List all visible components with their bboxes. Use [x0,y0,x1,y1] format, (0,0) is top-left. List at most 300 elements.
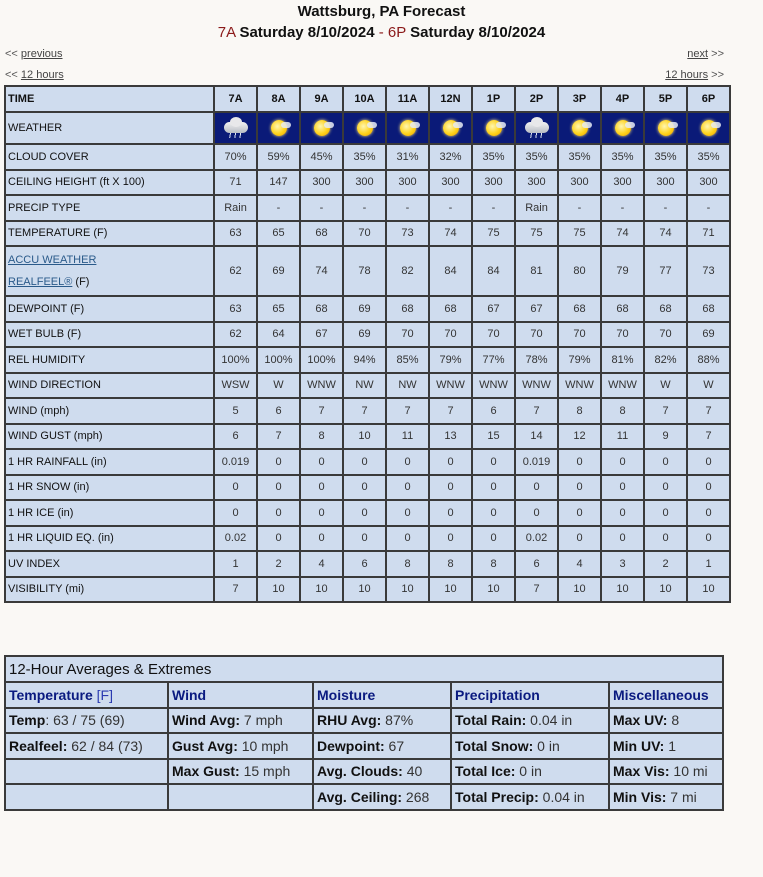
value-cell: 0.02 [515,526,558,552]
value-cell: 7 [343,398,386,424]
value-cell: 81% [601,347,644,373]
ceiling-label: Avg. Ceiling: [317,788,403,805]
weather-cell [257,112,300,144]
previous-link[interactable]: previous [20,48,63,60]
value-cell: 77% [472,347,515,373]
value-cell: 0 [601,475,644,501]
value-cell: 100% [300,347,343,373]
value-cell: 74 [601,221,644,247]
total-snow [451,733,609,759]
temp-value: : 63 / 75 (69) [45,712,125,729]
max-uv-value: 8 [667,712,680,729]
gust-avg [168,733,313,759]
row-temperature [5,221,730,247]
weather-cell [687,112,730,144]
hour-header: 7A [214,86,257,112]
value-cell: 0 [558,526,601,552]
value-cell: 10 [558,577,601,603]
value-cell: 10 [257,577,300,603]
value-cell: 70 [386,322,429,348]
value-cell: 0 [687,526,730,552]
row-label: WIND DIRECTION [5,373,214,399]
value-cell: - [300,195,343,221]
value-cell: 1 [687,551,730,577]
value-cell: NW [386,373,429,399]
value-cell: WNW [601,373,644,399]
row-label: WIND (mph) [5,398,214,424]
summary-heading: 12-Hour Averages & Extremes [5,656,723,682]
value-cell: 0 [515,500,558,526]
mostly-sunny-icon [565,116,595,140]
value-cell: 0 [601,526,644,552]
value-cell: 82% [644,347,687,373]
realfeel-summary [5,733,168,759]
value-cell: 7 [386,398,429,424]
value-cell: 78 [343,246,386,296]
total-ice [451,759,609,785]
value-cell: 7 [687,424,730,450]
start-hour: 7A [217,24,236,41]
clouds-label: Avg. Clouds: [317,763,403,780]
value-cell: 8 [386,551,429,577]
value-cell: 62 [214,322,257,348]
row-label [5,246,214,296]
prev-arrows: << [5,48,18,60]
value-cell: 0 [214,500,257,526]
mostly-sunny-icon [393,116,423,140]
row-label: 1 HR SNOW (in) [5,475,214,501]
value-cell: 7 [515,398,558,424]
row-hours [5,86,730,112]
row-label: WET BULB (F) [5,322,214,348]
value-cell: 8 [558,398,601,424]
category-precipitation: Precipitation [451,682,609,708]
value-cell: 8 [429,551,472,577]
value-cell: WNW [558,373,601,399]
value-cell: 35% [515,144,558,170]
value-cell: 70 [472,322,515,348]
temperature-unit: [F] [96,686,114,703]
value-cell: 7 [515,577,558,603]
weather-cell [214,112,257,144]
empty-cell [5,759,168,785]
weather-cell [343,112,386,144]
value-cell: 0 [429,526,472,552]
value-cell: 7 [300,398,343,424]
value-cell: 35% [558,144,601,170]
max-gust [168,759,313,785]
mostly-sunny-icon [608,116,638,140]
hour-header: 9A [300,86,343,112]
start-day: Saturday 8/10/2024 [239,24,375,41]
row-label: WEATHER [5,112,214,144]
row-cloud-cover [5,144,730,170]
value-cell: 69 [257,246,300,296]
value-cell: 59% [257,144,300,170]
next-arrows: >> [711,69,724,81]
row-wet-bulb [5,322,730,348]
hour-header: 3P [558,86,601,112]
value-cell: WNW [472,373,515,399]
value-cell: 0 [300,526,343,552]
next-link[interactable]: next [687,48,709,60]
value-cell: 15 [472,424,515,450]
rain-label: Total Rain: [455,712,527,729]
value-cell: 70 [558,322,601,348]
hour-navigation [5,69,724,81]
row-label: PRECIP TYPE [5,195,214,221]
value-cell: 300 [472,170,515,196]
value-cell: WNW [300,373,343,399]
value-cell: 74 [644,221,687,247]
weather-cell [601,112,644,144]
mostly-sunny-icon [479,116,509,140]
value-cell: 0 [472,500,515,526]
value-cell: W [644,373,687,399]
max-vis-value: 10 mi [669,763,708,780]
temperature-heading: Temperature [9,686,93,703]
value-cell: 0 [429,500,472,526]
value-cell: 32% [429,144,472,170]
precip-label: Total Precip: [455,788,539,805]
value-cell: 0 [687,500,730,526]
row-label: DEWPOINT (F) [5,296,214,322]
ice-label: Total Ice: [455,763,516,780]
hour-header: 4P [601,86,644,112]
hour-header: 8A [257,86,300,112]
value-cell: 0 [257,475,300,501]
value-cell: - [257,195,300,221]
value-cell: 0 [644,475,687,501]
rhu-label: RHU Avg: [317,712,382,729]
value-cell: 68 [429,296,472,322]
row-label: UV INDEX [5,551,214,577]
value-cell: 0 [386,475,429,501]
value-cell: 1 [214,551,257,577]
value-cell: 300 [386,170,429,196]
mostly-sunny-icon [264,116,294,140]
value-cell: 100% [214,347,257,373]
value-cell: 0 [300,500,343,526]
value-cell: 84 [429,246,472,296]
value-cell: 0 [429,475,472,501]
value-cell: 68 [601,296,644,322]
value-cell: 12 [558,424,601,450]
value-cell: 6 [472,398,515,424]
value-cell: 70 [601,322,644,348]
row-liquid [5,526,730,552]
value-cell: 94% [343,347,386,373]
value-cell: 68 [644,296,687,322]
ceiling-value: 268 [402,788,430,805]
value-cell: 10 [343,577,386,603]
hour-header: 5P [644,86,687,112]
value-cell: 10 [601,577,644,603]
prev-arrows: << [5,69,18,81]
row-weather-icons [5,112,730,144]
mostly-sunny-icon [694,116,724,140]
value-cell: 0 [687,449,730,475]
gust-avg-value: 10 mph [237,737,289,754]
realfeel-label: Realfeel: [9,737,68,754]
value-cell: 0 [687,475,730,501]
value-cell: 0 [386,526,429,552]
value-cell: 68 [386,296,429,322]
value-cell: 75 [472,221,515,247]
row-wind-dir [5,373,730,399]
row-ice [5,500,730,526]
end-day: Saturday 8/10/2024 [410,24,546,41]
row-precip-type [5,195,730,221]
value-cell: WNW [429,373,472,399]
snow-value: 0 in [533,737,560,754]
value-cell: 0 [257,449,300,475]
value-cell: 10 [472,577,515,603]
value-cell: 0.02 [214,526,257,552]
forecast-header [0,0,763,44]
row-label: TEMPERATURE (F) [5,221,214,247]
value-cell: 0 [386,449,429,475]
min-vis-value: 7 mi [666,788,697,805]
value-cell: 78% [515,347,558,373]
row-dewpoint [5,296,730,322]
value-cell: 0 [515,475,558,501]
row-label: CLOUD COVER [5,144,214,170]
realfeel-value: 62 / 84 (73) [67,737,143,754]
value-cell: 7 [687,398,730,424]
row-wind-gust [5,424,730,450]
value-cell: 300 [515,170,558,196]
value-cell: 70 [515,322,558,348]
value-cell: - [644,195,687,221]
mostly-sunny-icon [350,116,380,140]
value-cell: 0 [343,500,386,526]
min-uv [609,733,723,759]
temp-label: Temp [9,712,46,729]
back-12-hours-link[interactable]: 12 hours [20,69,64,81]
value-cell: 68 [300,221,343,247]
value-cell: 88% [687,347,730,373]
value-cell: 45% [300,144,343,170]
value-cell: 300 [300,170,343,196]
value-cell: NW [343,373,386,399]
category-moisture: Moisture [313,682,451,708]
avg-clouds [313,759,451,785]
ice-value: 0 in [515,763,542,780]
mostly-sunny-icon [651,116,681,140]
value-cell: 70 [644,322,687,348]
value-cell: - [687,195,730,221]
end-hour: 6P [387,24,406,41]
value-cell: 70% [214,144,257,170]
value-cell: 7 [429,398,472,424]
row-label: REL HUMIDITY [5,347,214,373]
hour-header: 2P [515,86,558,112]
rain-value: 0.04 in [526,712,573,729]
row-wind [5,398,730,424]
rhu-value: 87% [381,712,414,729]
value-cell: 0 [601,449,644,475]
value-cell: 14 [515,424,558,450]
value-cell: 70 [429,322,472,348]
value-cell: 35% [687,144,730,170]
value-cell: 79% [429,347,472,373]
realfeel-link[interactable]: REALFEEL® [8,276,73,288]
weather-cell [515,112,558,144]
category-temperature [5,682,168,708]
value-cell: 0 [472,475,515,501]
previous-nav [5,48,63,60]
mostly-sunny-icon [307,116,337,140]
value-cell: 13 [429,424,472,450]
value-cell: 74 [429,221,472,247]
accuweather-link[interactable]: ACCU WEATHER [8,254,97,266]
forward-12-hours-link[interactable]: 12 hours [665,69,709,81]
cloudy-rain-icon [221,116,251,140]
value-cell: 8 [472,551,515,577]
value-cell: WNW [515,373,558,399]
value-cell: 35% [343,144,386,170]
value-cell: - [558,195,601,221]
value-cell: 65 [257,221,300,247]
category-wind: Wind [168,682,313,708]
value-cell: 0 [558,500,601,526]
value-cell: 70 [343,221,386,247]
min-vis [609,784,723,810]
value-cell: 67 [472,296,515,322]
row-label: 1 HR LIQUID EQ. (in) [5,526,214,552]
value-cell: 0 [343,475,386,501]
hourly-forecast-table [4,85,731,603]
max-vis-label: Max Vis: [613,763,670,780]
value-cell: 65 [257,296,300,322]
value-cell: 11 [601,424,644,450]
clouds-value: 40 [402,763,423,780]
row-rainfall [5,449,730,475]
value-cell: 0 [601,500,644,526]
value-cell: 82 [386,246,429,296]
hour-header: 12N [429,86,472,112]
empty-cell [5,784,168,810]
value-cell: 2 [644,551,687,577]
row-realfeel [5,246,730,296]
value-cell: - [472,195,515,221]
value-cell: 73 [687,246,730,296]
hour-header: 6P [687,86,730,112]
value-cell: 68 [558,296,601,322]
value-cell: - [386,195,429,221]
value-cell: 300 [601,170,644,196]
row-label: WIND GUST (mph) [5,424,214,450]
precip-value: 0.04 in [538,788,585,805]
weather-cell [429,112,472,144]
value-cell: W [687,373,730,399]
dewpoint-value: 67 [384,737,405,754]
value-cell: 75 [515,221,558,247]
value-cell: 0 [472,449,515,475]
value-cell: 0.019 [214,449,257,475]
value-cell: 0 [300,449,343,475]
value-cell: 6 [515,551,558,577]
value-cell: 67 [515,296,558,322]
value-cell: 8 [601,398,644,424]
page-title: Wattsburg, PA Forecast [297,3,466,20]
value-cell: 73 [386,221,429,247]
value-cell: 35% [601,144,644,170]
value-cell: 62 [214,246,257,296]
value-cell: 3 [601,551,644,577]
wind-avg-label: Wind Avg: [172,712,241,729]
value-cell: 71 [687,221,730,247]
value-cell: 69 [687,322,730,348]
value-cell: 79% [558,347,601,373]
value-cell: 67 [300,322,343,348]
value-cell: 5 [214,398,257,424]
forecast-range [0,22,763,44]
gust-avg-label: Gust Avg: [172,737,238,754]
cloudy-rain-icon [522,116,552,140]
value-cell: 0 [257,500,300,526]
next-nav [687,48,724,60]
value-cell: 6 [214,424,257,450]
value-cell: 0 [644,526,687,552]
value-cell: 10 [386,577,429,603]
value-cell: 69 [343,296,386,322]
row-ceiling [5,170,730,196]
value-cell: - [601,195,644,221]
mostly-sunny-icon [436,116,466,140]
weather-cell [300,112,343,144]
value-cell: 11 [386,424,429,450]
value-cell: 300 [429,170,472,196]
value-cell: 0 [429,449,472,475]
value-cell: 75 [558,221,601,247]
weather-cell [386,112,429,144]
min-uv-label: Min UV: [613,737,665,754]
value-cell: 4 [558,551,601,577]
value-cell: 85% [386,347,429,373]
value-cell: 7 [644,398,687,424]
total-precip [451,784,609,810]
value-cell: 10 [300,577,343,603]
row-label: VISIBILITY (mi) [5,577,214,603]
row-label: 1 HR RAINFALL (in) [5,449,214,475]
rhu-avg [313,708,451,734]
hour-header: 11A [386,86,429,112]
value-cell: 300 [687,170,730,196]
hour-header: 1P [472,86,515,112]
row-label: TIME [5,86,214,112]
averages-extremes-table [4,655,724,811]
value-cell: Rain [214,195,257,221]
weather-cell [558,112,601,144]
dewpoint-label: Dewpoint: [317,737,385,754]
value-cell: 74 [300,246,343,296]
row-label: CEILING HEIGHT (ft X 100) [5,170,214,196]
value-cell: 64 [257,322,300,348]
value-cell: 0 [644,449,687,475]
value-cell: WSW [214,373,257,399]
max-gust-value: 15 mph [239,763,291,780]
value-cell: 77 [644,246,687,296]
row-rel-humidity [5,347,730,373]
wind-avg [168,708,313,734]
value-cell: 68 [300,296,343,322]
weather-cell [644,112,687,144]
row-uv [5,551,730,577]
value-cell: 63 [214,221,257,247]
value-cell: - [343,195,386,221]
